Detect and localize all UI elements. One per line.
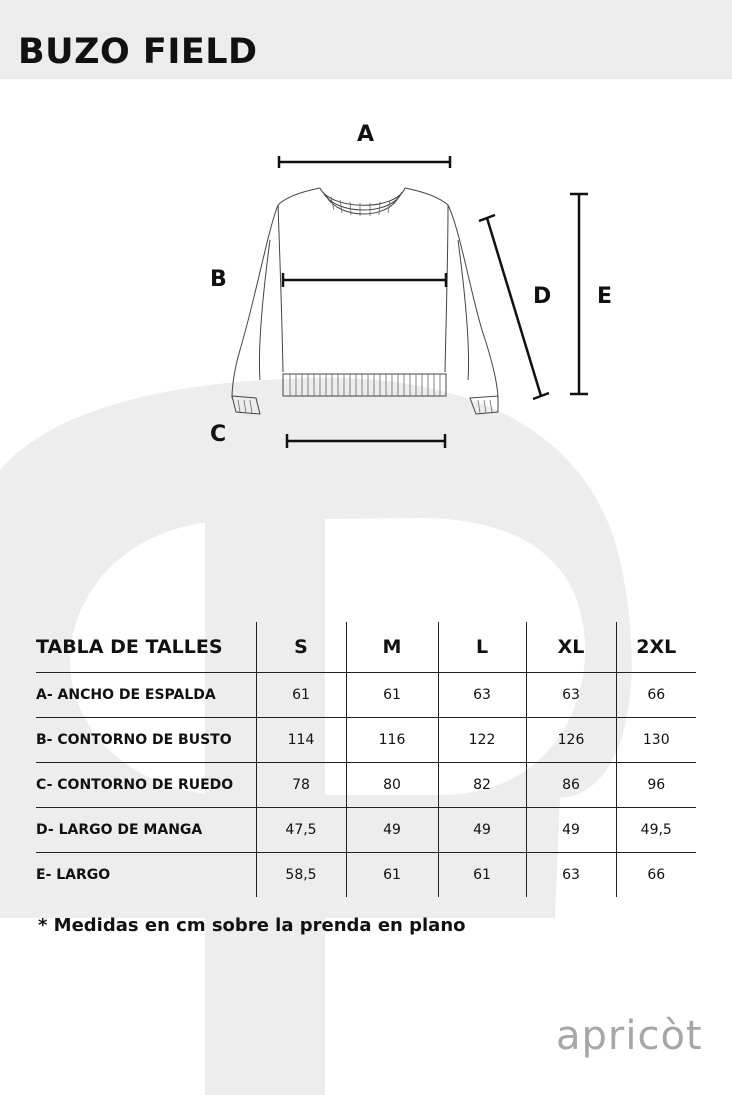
table-cell: 49 xyxy=(526,808,616,853)
table-row xyxy=(36,853,696,898)
table-cell: 63 xyxy=(526,673,616,718)
brand-logo: apricòt xyxy=(556,1013,703,1059)
size-header: 2XL xyxy=(616,622,696,673)
table-cell: 96 xyxy=(616,763,696,808)
table-cell: 58,5 xyxy=(256,853,346,898)
measure-label-c: C xyxy=(210,422,227,447)
measure-label-b: B xyxy=(210,267,227,292)
sweater-diagram xyxy=(0,90,732,490)
table-row xyxy=(36,673,696,718)
table-row xyxy=(36,808,696,853)
row-label: B- CONTORNO DE BUSTO xyxy=(36,718,256,763)
size-table xyxy=(36,622,696,897)
page-title: BUZO FIELD xyxy=(18,32,258,72)
table-cell: 61 xyxy=(346,673,438,718)
row-label: A- ANCHO DE ESPALDA xyxy=(36,673,256,718)
measurement-note: * Medidas en cm sobre la prenda en plano xyxy=(38,915,466,936)
table-cell: 114 xyxy=(256,718,346,763)
table-title: TABLA DE TALLES xyxy=(36,636,223,658)
table-cell: 116 xyxy=(346,718,438,763)
table-cell: 122 xyxy=(438,718,526,763)
table-header-row xyxy=(36,622,696,673)
row-label: D- LARGO DE MANGA xyxy=(36,808,256,853)
table-cell: 49 xyxy=(438,808,526,853)
table-cell: 47,5 xyxy=(256,808,346,853)
table-cell: 78 xyxy=(256,763,346,808)
size-header: XL xyxy=(526,622,616,673)
table-cell: 66 xyxy=(616,853,696,898)
table-row xyxy=(36,718,696,763)
measure-label-e: E xyxy=(597,284,613,309)
table-cell: 66 xyxy=(616,673,696,718)
table-cell: 130 xyxy=(616,718,696,763)
row-label: E- LARGO xyxy=(36,853,256,898)
table-cell: 61 xyxy=(256,673,346,718)
measure-label-d: D xyxy=(533,284,552,309)
measure-label-a: A xyxy=(357,122,375,147)
table-cell: 86 xyxy=(526,763,616,808)
table-cell: 82 xyxy=(438,763,526,808)
size-header: L xyxy=(438,622,526,673)
table-cell: 126 xyxy=(526,718,616,763)
table-cell: 61 xyxy=(346,853,438,898)
table-cell: 63 xyxy=(526,853,616,898)
table-row xyxy=(36,763,696,808)
table-cell: 49,5 xyxy=(616,808,696,853)
size-header: M xyxy=(346,622,438,673)
size-header: S xyxy=(256,622,346,673)
table-cell: 63 xyxy=(438,673,526,718)
table-cell: 49 xyxy=(346,808,438,853)
table-cell: 80 xyxy=(346,763,438,808)
row-label: C- CONTORNO DE RUEDO xyxy=(36,763,256,808)
table-cell: 61 xyxy=(438,853,526,898)
